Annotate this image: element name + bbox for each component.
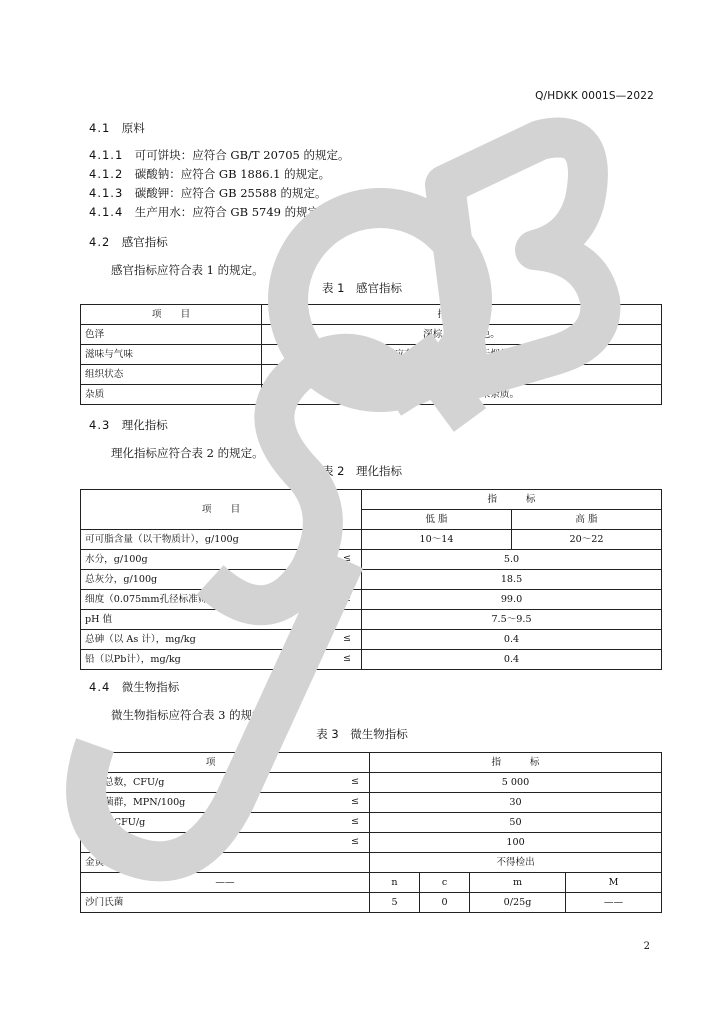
table-cell: 色泽 — [81, 325, 262, 345]
table-cell: n — [370, 873, 420, 893]
table-cell: 5 000 — [370, 773, 662, 793]
document-code: Q/HDKK 0001S—2022 — [535, 90, 654, 102]
table-row — [81, 530, 662, 550]
table-cell: 0 — [420, 893, 470, 913]
table-1-caption: 表 1 感官指标 — [322, 281, 402, 295]
clause-4-1-1: 4.1.1 可可饼块：应符合 GB/T 20705 的规定。 — [89, 148, 350, 162]
table-row — [81, 753, 662, 773]
table-row — [81, 550, 662, 570]
table-cell: 18.5 — [362, 570, 662, 590]
clause-4-1-2: 4.1.2 碳酸钠：应符合 GB 1886.1 的规定。 — [89, 167, 331, 181]
table-cell: 水分，g/100g ≤ — [81, 550, 362, 570]
table-row — [81, 630, 662, 650]
table-row — [81, 570, 662, 590]
table-header-index: 指 标 — [262, 305, 662, 325]
table-cell: 金黄色葡萄球菌、志贺氏菌 — [81, 853, 370, 873]
table-cell: 20～22 — [512, 530, 662, 550]
table-row — [81, 773, 662, 793]
table-3-caption: 表 3 微生物指标 — [316, 727, 408, 741]
table-3-microbial — [80, 752, 662, 913]
table-cell: 总砷（以 As 计），mg/kg ≤ — [81, 630, 362, 650]
table-cell: —— — [81, 873, 370, 893]
table-subheader-high-fat: 高 脂 — [512, 510, 662, 530]
table-cell: 具有正常可可应有的香味与滋味，无烟焦霉味及其他异味。 — [262, 345, 662, 365]
table-cell: 99.0 — [362, 590, 662, 610]
table-cell: 50 — [370, 813, 662, 833]
table-row — [81, 365, 662, 385]
table-row — [81, 853, 662, 873]
table-row — [81, 325, 662, 345]
table-row — [81, 873, 662, 893]
table-row — [81, 893, 662, 913]
table-row — [81, 610, 662, 630]
table-row — [81, 813, 662, 833]
table-cell: 粉末状固体，无霉变。 — [262, 365, 662, 385]
table-row — [81, 833, 662, 853]
section-4-4-paragraph: 微生物指标应符合表 3 的规定。 — [111, 708, 276, 722]
table-row — [81, 385, 662, 405]
table-subheader-low-fat: 低 脂 — [362, 510, 512, 530]
table-cell: 深棕黑色至黑色。 — [262, 325, 662, 345]
table-row — [81, 305, 662, 325]
section-4-3-heading: 4.3 理化指标 — [89, 418, 168, 432]
table-cell: 霉菌，CFU/g ≤ — [81, 833, 370, 853]
table-header-index: 指 标 — [362, 490, 662, 510]
table-cell: 菌落总数，CFU/g ≤ — [81, 773, 370, 793]
table-cell: 总灰分，g/100g ≤ — [81, 570, 362, 590]
table-row — [81, 345, 662, 365]
section-4-4-heading: 4.4 微生物指标 — [89, 680, 180, 694]
table-header-item: 项 目 — [81, 490, 362, 530]
clause-4-1-4: 4.1.4 生产用水：应符合 GB 5749 的规定。 — [89, 205, 331, 219]
table-row — [81, 590, 662, 610]
table-row — [81, 650, 662, 670]
table-cell: 不得检出 — [370, 853, 662, 873]
table-header-index: 指 标 — [370, 753, 662, 773]
section-4-3-paragraph: 理化指标应符合表 2 的规定。 — [111, 446, 264, 460]
table-cell: m — [470, 873, 566, 893]
table-2-caption: 表 2 理化指标 — [322, 464, 402, 478]
table-cell: 铅（以Pb计），mg/kg ≤ — [81, 650, 362, 670]
table-cell: 5 — [370, 893, 420, 913]
table-cell: 组织状态 — [81, 365, 262, 385]
section-4-1-heading: 4.1 原料 — [89, 121, 145, 135]
table-cell: 酵母，CFU/g ≤ — [81, 813, 370, 833]
table-cell: 0/25g — [470, 893, 566, 913]
table-cell: 大肠菌群，MPN/100g ≤ — [81, 793, 370, 813]
table-cell: 5.0 — [362, 550, 662, 570]
page-number: 2 — [643, 941, 650, 952]
table-header-item: 项 目 — [81, 305, 262, 325]
table-cell: 可可脂含量（以干物质计），g/100g — [81, 530, 362, 550]
clause-4-1-3: 4.1.3 碳酸钾：应符合 GB 25588 的规定。 — [89, 186, 327, 200]
table-cell: 杂质 — [81, 385, 262, 405]
table-cell: 0.4 — [362, 630, 662, 650]
table-row — [81, 490, 662, 510]
table-cell: —— — [566, 893, 662, 913]
table-cell: 沙门氏菌 — [81, 893, 370, 913]
section-4-2-paragraph: 感官指标应符合表 1 的规定。 — [111, 263, 264, 277]
table-cell: 100 — [370, 833, 662, 853]
table-cell: 7.5～9.5 — [362, 610, 662, 630]
table-cell: c — [420, 873, 470, 893]
table-row — [81, 793, 662, 813]
section-4-2-heading: 4.2 感官指标 — [89, 235, 168, 249]
table-cell: pH 值 — [81, 610, 362, 630]
table-1-sensory — [80, 304, 662, 405]
table-cell: 细度（0.075mm孔径标准筛通过率），g/100g ≥ — [81, 590, 362, 610]
table-cell: 滋味与气味 — [81, 345, 262, 365]
table-cell: 30 — [370, 793, 662, 813]
table-2-physicochemical — [80, 489, 662, 670]
table-cell: M — [566, 873, 662, 893]
table-header-item: 项 目 — [81, 753, 370, 773]
table-cell: 无正常视力可见外来杂质。 — [262, 385, 662, 405]
table-cell: 0.4 — [362, 650, 662, 670]
table-cell: 10～14 — [362, 530, 512, 550]
